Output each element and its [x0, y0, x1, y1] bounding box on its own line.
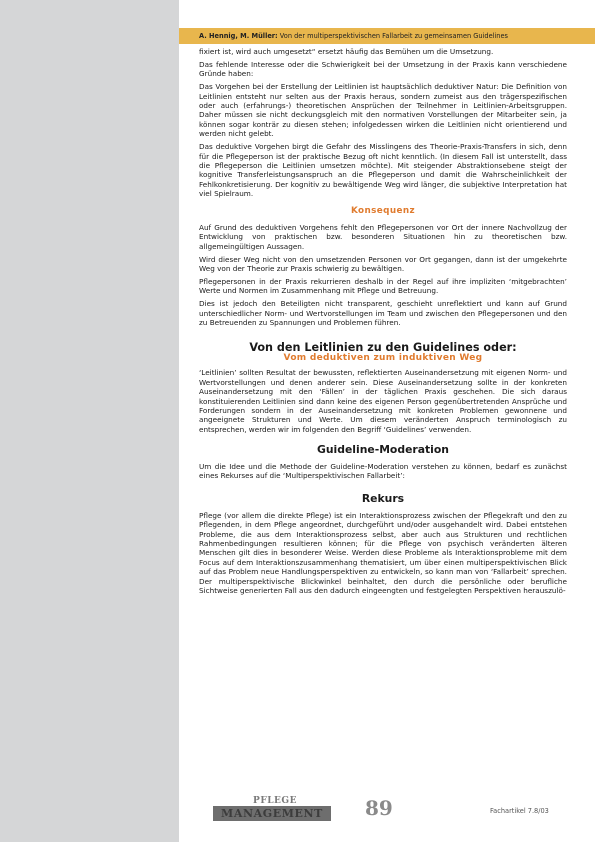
article-body [199, 47, 567, 599]
section-subheading: Vom deduktiven zum induktiven Weg [283, 352, 483, 363]
paragraph: Das Vorgehen bei der Erstellung der Leitlinien ist hauptsächlich deduktiver Natur: Die Definition von Leitlinien entsteht nur selten aus der Praxis heraus, sondern zumeist aus den trägerspezifischen oder auch (erfahrungs-) theoretischen Ansprüchen der Teilnehmer in Leitlinien-Arbeitsgruppen. Daher müssen sie nicht deckungsgleich mit den normativen Vorstellungen der Mitarbeiter sein, ja können sogar konträr zu diesen stehen; infolgedessen wirken die Leitlinien nicht orientierend und werden nicht gelebt. [199, 82, 567, 139]
paragraph: Um die Idee und die Methode der Guideline-Moderation verstehen zu können, bedarf es zunächst eines Rekurses auf die ‘Multiperspektivischen Fallarbeit’: [199, 461, 567, 481]
left-sidebar [0, 0, 179, 842]
header-title: Von der multiperspektivischen Fallarbeit zu gemeinsamen Guidelines [279, 32, 508, 40]
section-heading: Von den Leitlinien zu den Guidelines oder: [249, 340, 517, 354]
heading-guideline-moderation: Guideline-Moderation [317, 443, 449, 457]
pflege-management-logo [213, 797, 331, 821]
page-number: 89 [365, 796, 393, 820]
paragraph: Dies ist jedoch den Beteiligten nicht transparent, geschieht unreflektiert und kann auf Grund unterschiedlicher Norm- und Wertvorstellungen im Team und zwischen den Pflegepersonen und den zu Betreuenden zu Spannungen und Problemen führen. [199, 299, 567, 328]
paragraph: Wird dieser Weg nicht von den umsetzenden Personen vor Ort gegangen, dann ist der umgekehrte Weg von der Theorie zur Praxis schwierig zu bewältigen. [199, 254, 567, 274]
running-header [199, 28, 589, 44]
logo-top-text: PFLEGE [253, 796, 297, 806]
paragraph: Das fehlende Interesse oder die Schwierigkeit bei der Umsetzung in der Praxis kann verschiedene Gründe haben: [199, 59, 567, 79]
heading-rekurs: Rekurs [361, 492, 405, 506]
paragraph: Das deduktive Vorgehen birgt die Gefahr des Misslingens des Theorie-Praxis-Transfers in sich, denn für die Pflegeperson ist der praktische Bezug oft nicht kenntlich. (In diesem Fall ist unterstellt, dass die Pflegeperson die Leitlinien umsetzen möchte). Mit steigender Abstraktionsebene steigt der kognitive Transferleistungsanspruch an die Pflegeperson und damit die Wahrscheinlichkeit der Fehlkonkretisierung. Der kognitiv zu bewältigende Weg wird länger, die subjektive Interpretation hat viel Spielraum. [199, 142, 567, 199]
paragraph: ‘Leitlinien’ sollten Resultat der bewussten, reflektierten Auseinandersetzung mit eigenen Norm- und Wertvorstellungen und denen anderer sein. Diese Auseinandersetzung sollte in der konkreten Auseinandersetzung mit den ‘Fällen’ in der täglichen Praxis geschehen. Die sich daraus konstituierenden Leitlinien sind dann keine des eigenen Person gegenübertretenden Ansprüche und Forderungen sondern in der Auseinandersetzung mit konkreten Problemen gewonnene und angeeignete Strukturen und Werte. Um diesem veränderten Anspruch terminologisch zu entsprechen, werden wir im folgenden den Begriff ‘Guidelines’ verwenden. [199, 368, 567, 434]
paragraph: Pflege (vor allem die direkte Pflege) ist ein Interaktionsprozess zwischen der Pflegekraft und den zu Pflegenden, in dem Pflege angeordnet, durchgeführt und/oder ausgehandelt wird. Dabei entstehen Probleme, die aus dem Interaktionsprozess selbst, aber auch aus Strukturen und rechtlichen Rahmenbedingungen resultieren können; für die Pflege von psychisch veränderten älteren Menschen gilt dies in besonderer Weise. Werden diese Probleme als Interaktionsprobleme mit dem Focus auf dem Interaktionszusammenhang thematisiert, um über einen multiperspektivischen Blick auf das Problem neue Handlungsperspektiven zu entwickeln, so kann man von ‘Fallarbeit’ sprechen. Der multiperspektivische Blickwinkel beinhaltet, den durch die persönliche oder berufliche Sichtweise generierten Fall aus den dadurch eingeengten und festgelegten Perspektiven herauszulö- [199, 510, 567, 596]
issue-label: Fachartikel 7.8/03 [490, 807, 549, 815]
logo-bottom-text: MANAGEMENT [213, 806, 331, 821]
heading-konsequenz: Konsequenz [350, 205, 416, 216]
paragraph: fixiert ist, wird auch umgesetzt“ ersetzt häufig das Bemühen um die Umsetzung. [199, 47, 494, 56]
paragraph: Auf Grund des deduktiven Vorgehens fehlt den Pflegepersonen vor Ort der innere Nachvollzug der Entwicklung von praktischen bzw. besonderen Situationen hin zu theoretischen bzw. allgemeingültigen Aussagen. [199, 223, 567, 251]
paragraph: Pflegepersonen in der Praxis rekurrieren deshalb in der Regel auf ihre impliziten ‘mitgebrachten’ Werte und Normen im Zusammenhang mit Pflege und Betreuung. [199, 277, 567, 296]
header-authors: A. Hennig, M. Müller: [199, 32, 278, 40]
